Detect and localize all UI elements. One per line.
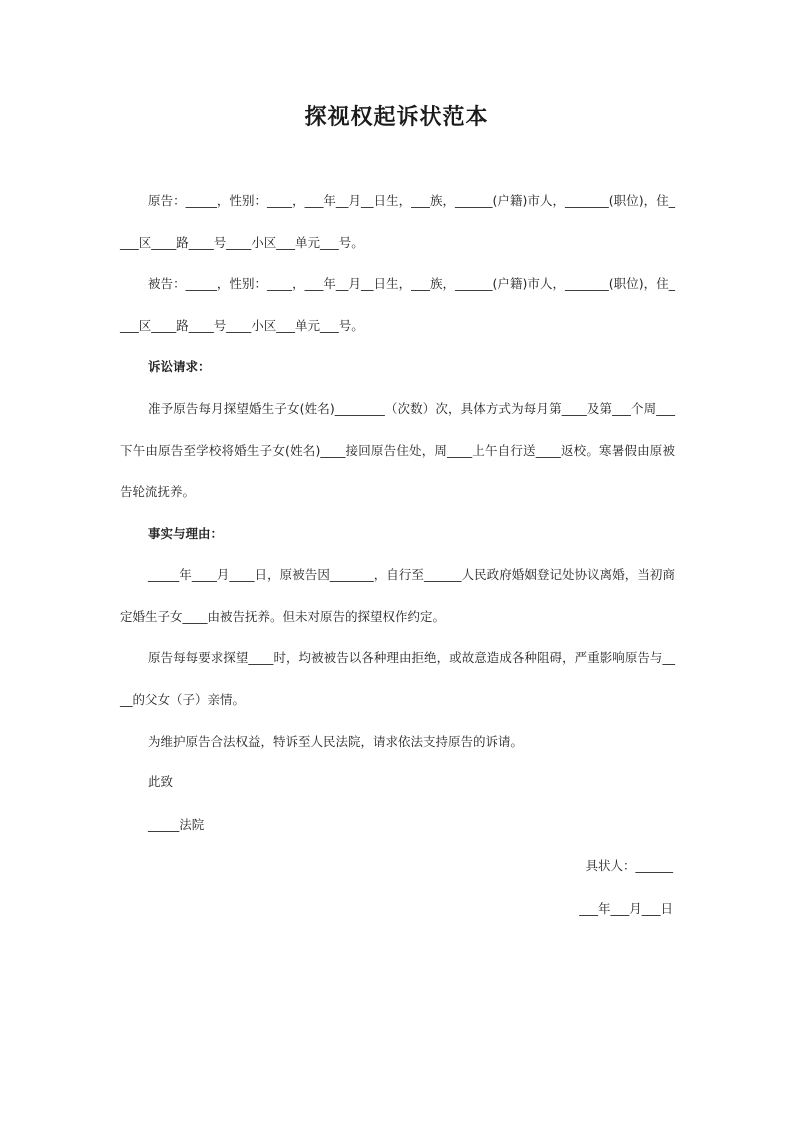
signer-line: 具状人：______ (585, 858, 673, 873)
claims-heading: 诉讼请求： (148, 359, 211, 374)
facts-paragraph-2: 原告每每要求探望____时，均被被告以各种理由拒绝，或故意造成各种阻碍，严重影响原告与____的父女（子）亲情。 (120, 650, 675, 707)
plaintiff-paragraph: 原告：_____，性别：____，___年__月__日生，___族，______(户籍)市人，_______(职位)，住____区____路____号____小区___单元___号。 (120, 193, 675, 250)
facts-paragraph-1: _____年____月____日，原被告因_______，自行至______人民政府婚姻登记处协议离婚，当初商定婚生子女____由被告抚养。但未对原告的探望权作约定。 (120, 567, 675, 624)
facts-paragraph-3: 为维护原告合法权益，特诉至人民法院，请求依法支持原告的诉请。 (148, 734, 524, 749)
facts-heading: 事实与理由： (148, 526, 224, 541)
date-line: ___年___月___日 (579, 901, 673, 916)
court-line: _____法院 (148, 817, 205, 832)
claims-paragraph: 准予原告每月探望婚生子女(姓名)________（次数）次，具体方式为每月第____及第___个周___下午由原告至学校将婚生子女(姓名)____接回原告住处，周____上午自行送____返校。寒暑假由原被告轮流抚养。 (120, 401, 675, 499)
document-title: 探视权起诉状范本 (304, 104, 489, 130)
defendant-paragraph: 被告：_____，性别：____，___年__月__日生，___族，______(户籍)市人，_______(职位)，住____区____路____号____小区___单元___号。 (120, 276, 675, 333)
closing-text: 此致 (148, 774, 174, 789)
